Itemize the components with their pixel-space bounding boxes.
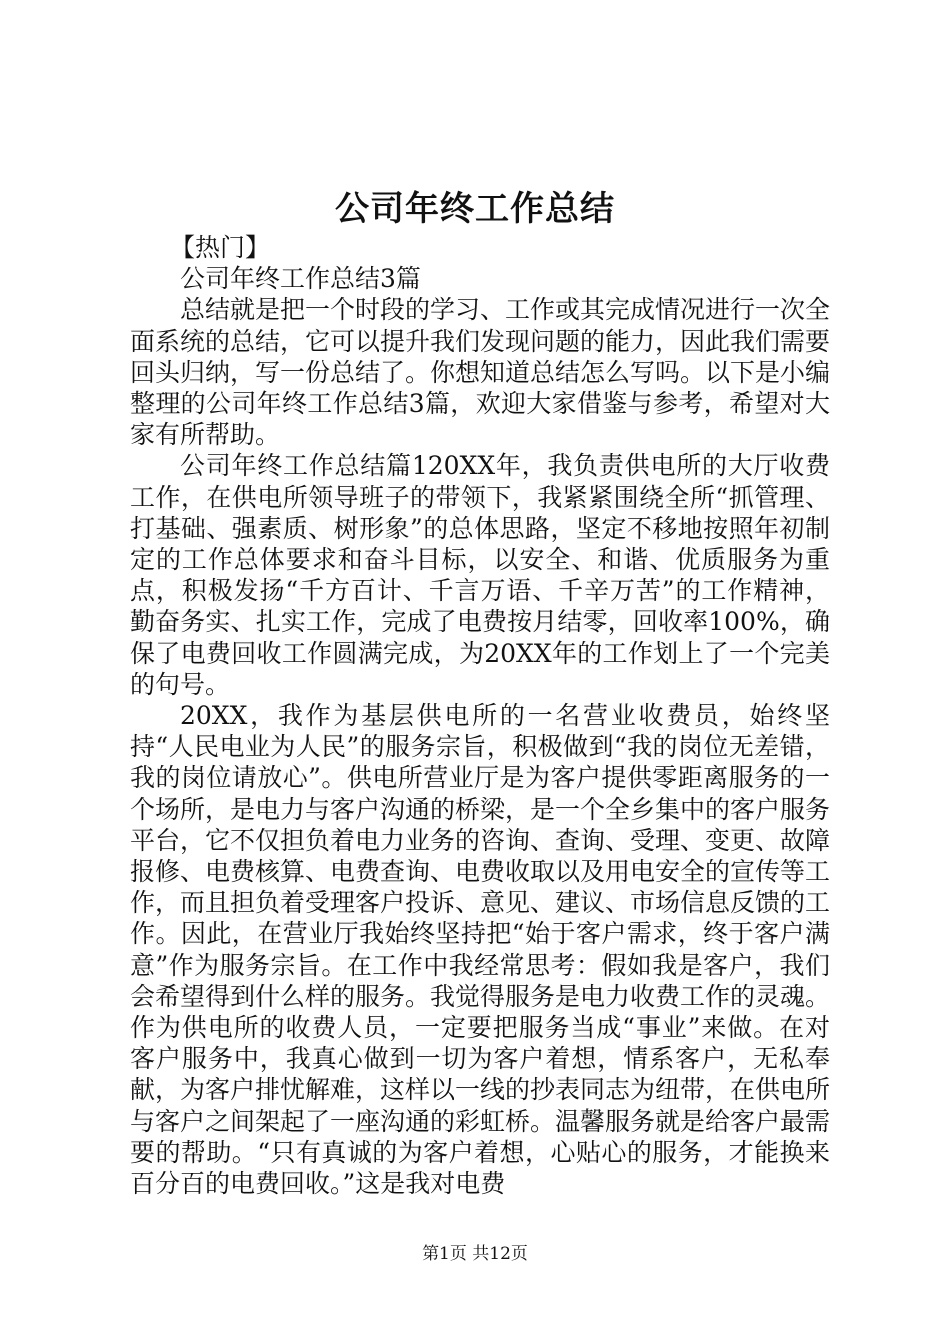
- page-number: 第1页 共12页: [422, 1244, 528, 1264]
- document-title: 公司年终工作总结: [335, 189, 615, 229]
- tag-line: 【热门】: [170, 233, 271, 262]
- paragraph: 公司年终工作总结篇120XX年，我负责供电所的大厅收费工作，在供电所领导班子的带领下，我紧紧围绕全所“抓管理、打基础、强素质、树形象”的总体思路，坚定不移地按照年初制定的工作总体要求和奋斗目标，以安全、和谐、优质服务为重点，积极发扬“千方百计、千言万语、千辛万苦”的工作精神，勤奋务实、扎实工作，完成了电费按月结零，回收率100%，确保了电费回收工作圆满完成，为20XX年的工作划上了一个完美的句号。: [130, 451, 830, 699]
- paragraph: 总结就是把一个时段的学习、工作或其完成情况进行一次全面系统的总结，它可以提升我们发现问题的能力，因此我们需要回头归纳，写一份总结了。你想知道总结怎么写吗。以下是小编整理的公司年终工作总结3篇，欢迎大家借鉴与参考，希望对大家有所帮助。: [130, 295, 831, 450]
- subtitle-line: 公司年终工作总结3篇: [180, 264, 421, 294]
- paragraph: 20XX，我作为基层供电所的一名营业收费员，始终坚持“人民电业为人民”的服务宗旨，积极做到“我的岗位无差错，我的岗位请放心”。供电所营业厅是为客户提供零距离服务的一个场所，是电力与客户沟通的桥梁，是一个全乡集中的客户服务平台，它不仅担负着电力业务的咨询、查询、受理、变更、故障报修、电费核算、电费查询、电费收取以及用电安全的宣传等工作，而且担负着受理客户投诉、意见、建议、市场信息反馈的工作。因此，在营业厅我始终坚持把“始于客户需求，终于客户满意”作为服务宗旨。在工作中我经常思考：假如我是客户，我们会希望得到什么样的服务。我觉得服务是电力收费工作的灵魂。作为供电所的收费人员，一定要把服务当成“事业”来做。在对客户服务中，我真心做到一切为客户着想，情系客户，无私奉献，为客户排忧解难，这样以一线的抄表同志为纽带，在供电所与客户之间架起了一座沟通的彩虹桥。温馨服务就是给客户最需要的帮助。“只有真诚的为客户着想，心贴心的服务，才能换来百分百的电费回收。”这是我对电费: [130, 701, 831, 1199]
- document-body: [130, 232, 830, 1199]
